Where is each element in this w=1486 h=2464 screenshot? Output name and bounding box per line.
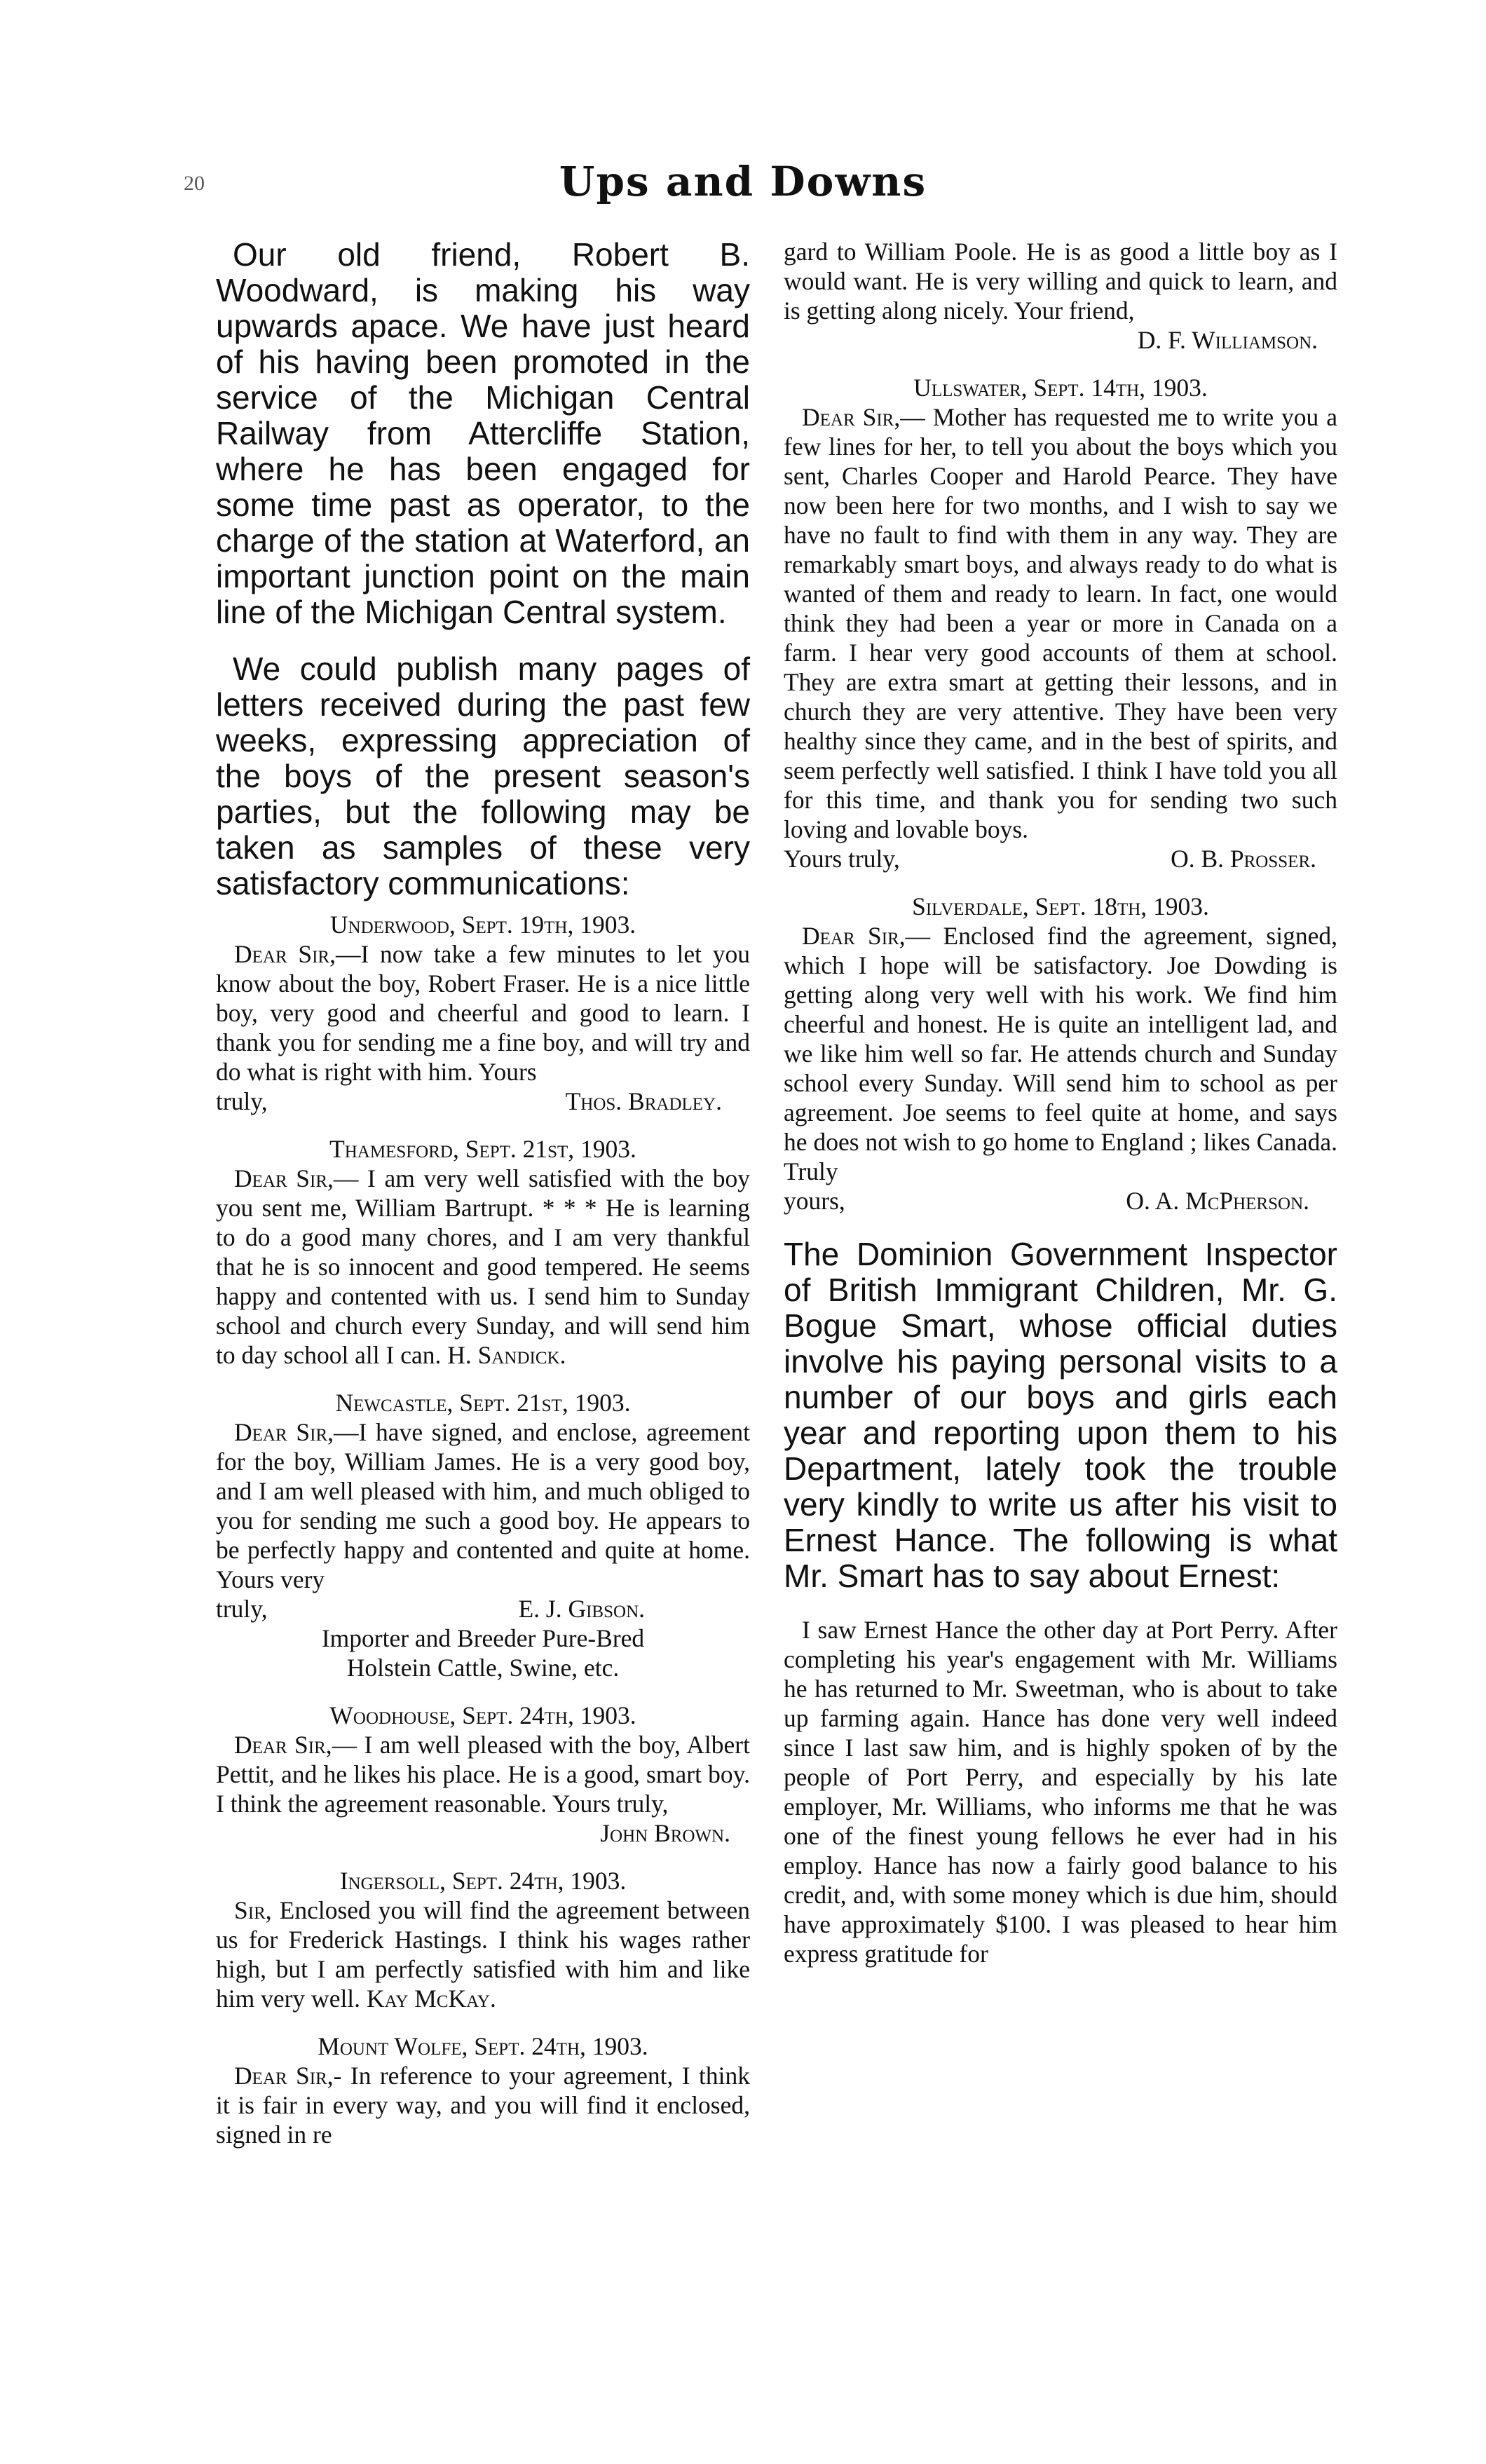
- letter-body: [216, 939, 750, 1087]
- letter-dateline: Silverdale, Sept. 18th, 1903.: [912, 892, 1209, 920]
- running-title: Ups and Downs: [559, 158, 927, 205]
- right-column: [784, 237, 1337, 1968]
- left-column: [216, 237, 750, 2149]
- letter: [784, 892, 1337, 1216]
- letter-dateline: Newcastle, Sept. 21st, 1903.: [335, 1389, 631, 1417]
- letter-text: —I now take a few minutes to let you know about the boy, Robert Fraser. He is a nice little boy, very good and cheerful and good to learn. I thank you for sending me a fine boy, and will try and do what is right with him. Yours: [216, 940, 750, 1086]
- letter-signature: O. B. Prosser.: [1171, 845, 1316, 873]
- letter-signature: E. J. Gibson.: [518, 1595, 645, 1623]
- letter-dateline: Ullswater, Sept. 14th, 1903.: [913, 374, 1208, 402]
- letter-text: - In reference to your agreement, I think it is fair in every way, and you will find it enclosed, signed in re: [216, 2062, 750, 2149]
- letter-signature: H. Sandick.: [447, 1341, 566, 1369]
- smart-report: I saw Ernest Hance the other day at Port Perry. After completing his year's engagement with Mr. Williams he has returned to Mr. Sweetman, who is about to take up farming again. Hance has done very well indeed since I last saw him, and is highly spoken of by the people of Port Perry, and especially by his late employer, Mr. Williams, who informs me that he was one of the finest young fellows he ever had in his employ. Hance has now a fairly good balance to his credit, and, with some money which is due him, should have approximately $100. I was pleased to hear him express gratitude for: [784, 1616, 1337, 1968]
- letter-dateline: Woodhouse, Sept. 24th, 1903.: [329, 1701, 636, 1729]
- letter: [784, 373, 1337, 873]
- page-number: 20: [184, 172, 205, 195]
- letter: [216, 2031, 750, 2149]
- letter-text: — Mother has requested me to write you a few lines for her, to tell you about the boys which you sent, Charles Cooper and Harold Pearce. They have now been here for two months, and I wish to say we have no fault to find with them in any way. They are remarkably smart boys, and always ready to do what is wanted of them and ready to learn. In fact, one would think they had been a year or more in Canada on a farm. I hear very good accounts of them at school. They are extra smart at getting their lessons, and in church they are very attentive. They have been very healthy since they came, and in the best of spirits, and seem perfectly well satisfied. I think I have told you all for this time, and thank you for sending two such loving and lovable boys.: [784, 403, 1337, 843]
- letter: [216, 910, 750, 1116]
- letter-body: [784, 921, 1337, 1186]
- letter-signoff: [784, 325, 1337, 355]
- letter-dateline: Mount Wolfe, Sept. 24th, 1903.: [318, 2032, 648, 2060]
- letter-dateline: Ingersoll, Sept. 24th, 1903.: [339, 1867, 627, 1895]
- letter-signature: D. F. Williamson.: [1137, 326, 1318, 354]
- letter-extra-line: Importer and Breeder Pure-Bred: [321, 1624, 645, 1652]
- letter-signature: Thos. Bradley.: [565, 1087, 722, 1115]
- letter-closing: Yours truly,: [784, 845, 900, 873]
- letter-text: — I am well pleased with the boy, Albert Pettit, and he likes his place. He is a good, smart boy. I think the agreement reasonable. Yours truly,: [216, 1731, 750, 1818]
- letter-salutation: Dear Sir,: [234, 1418, 334, 1446]
- letter-salutation: Dear Sir,: [234, 2062, 334, 2090]
- letter-body: [216, 1417, 750, 1594]
- letter-signoff: [216, 1087, 750, 1116]
- letter-text: — Enclosed find the agreement, signed, which I hope will be satisfactory. Joe Dowding is getting along very well with his work. We find him cheerful and honest. He is quite an intelligent lad, and we like him well so far. He attends church and Sunday school every Sunday. Will send him to school as per agreement. Joe seems to feel quite at home, and says he does not wish to go home to England ; likes Canada. Truly: [784, 922, 1337, 1185]
- letter-body: [216, 1895, 750, 2013]
- letter-extra-line: Holstein Cattle, Swine, etc.: [346, 1654, 620, 1682]
- letter: [216, 1134, 750, 1370]
- letter-signoff: [784, 1186, 1337, 1216]
- continued-letter-text: gard to William Poole. He is as good a little boy as I would want. He is very willing and quick to learn, and is getting along nicely. Your friend,: [784, 238, 1337, 325]
- letter-signoff: [216, 1594, 750, 1624]
- letter-body: [216, 1164, 750, 1370]
- letter-signature: Kay McKay.: [366, 1985, 496, 2013]
- letter-closing: yours,: [784, 1187, 845, 1215]
- letter: [216, 1388, 750, 1682]
- letter-text: Enclosed you will find the agreement between us for Frederick Hastings. I think his wages rather high, but I am perfectly satisfied with him and like him very well.: [216, 1896, 750, 2013]
- letter-dateline: Thamesford, Sept. 21st, 1903.: [329, 1135, 636, 1163]
- letter-salutation: Dear Sir,: [234, 940, 336, 968]
- letter-text: —I have signed, and enclose, agreement for the boy, William James. He is a very good boy, and I am well pleased with him, and much obliged to you for sending me such a good boy. He appears to be perfectly happy and contented and quite at home. Yours very: [216, 1418, 750, 1593]
- letter-signature: John Brown.: [600, 1819, 730, 1847]
- intro-paragraph: We could publish many pages of letters received during the past few weeks, expressing appreciation of the boys of the present season's parties, but the following may be taken as samples of these very satisfactory communications:: [216, 651, 750, 901]
- letter-salutation: Dear Sir,: [234, 1164, 334, 1192]
- letter-body: [216, 2061, 750, 2149]
- letter-salutation: Dear Sir,: [802, 403, 901, 431]
- letter-text: — I am very well satisfied with the boy you sent me, William Bartrupt. * * * He is learning to do a good many chores, and I am very thankful that he is so innocent and good tempered. He seems happy and contented with us. I send him to Sunday school and church every Sunday, and will send him to day school all I can.: [216, 1164, 750, 1369]
- letter: [216, 1866, 750, 2013]
- letter: [216, 1701, 750, 1848]
- letter-signoff: [216, 1818, 750, 1848]
- letter-salutation: Sir,: [234, 1896, 272, 1924]
- letter-dateline: Underwood, Sept. 19th, 1903.: [329, 911, 636, 939]
- letter-signoff: [784, 844, 1337, 873]
- inspector-paragraph: The Dominion Government Inspector of British Immigrant Children, Mr. G. Bogue Smart, whose official duties involve his paying personal visits to a number of our boys and girls each year and reporting upon them to his Department, lately took the trouble very kindly to write us after his visit to Ernest Hance. The following is what Mr. Smart has to say about Ernest:: [784, 1236, 1337, 1594]
- letter-salutation: Dear Sir,: [802, 922, 906, 950]
- letter-body: [216, 1730, 750, 1818]
- woodward-paragraph: Our old friend, Robert B. Woodward, is making his way upwards apace. We have just heard of his having been promoted in the service of the Michigan Central Railway from Attercliffe Station, where he has been engaged for some time past as operator, to the charge of the station at Waterford, an important junction point on the main line of the Michigan Central system.: [216, 236, 750, 630]
- letter-signature: O. A. McPherson.: [1126, 1187, 1309, 1215]
- letter-closing: truly,: [216, 1087, 268, 1115]
- letter-body: [784, 402, 1337, 844]
- letter-salutation: Dear Sir,: [234, 1731, 332, 1759]
- letter-closing: truly,: [216, 1595, 268, 1623]
